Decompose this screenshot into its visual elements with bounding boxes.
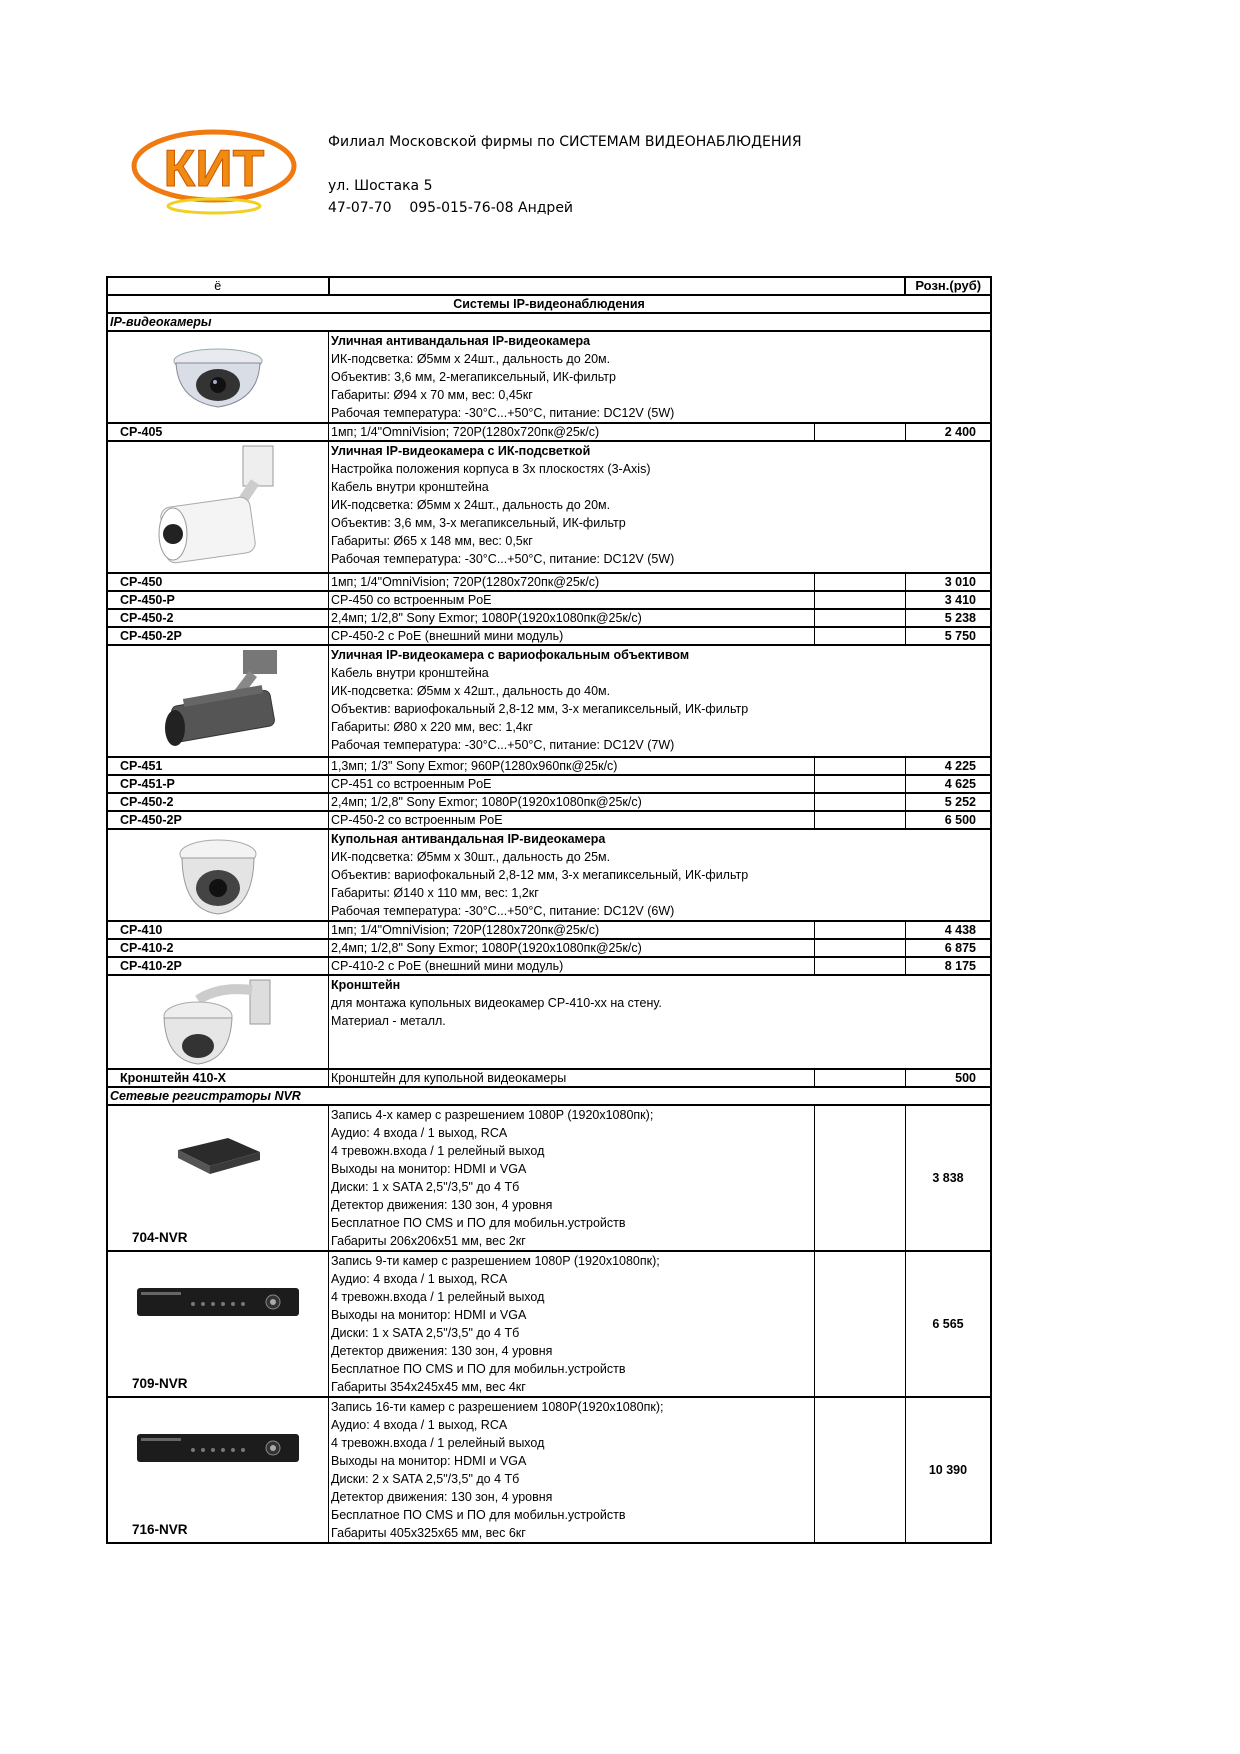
model-row — [107, 757, 991, 775]
model-price: 6 875 — [905, 939, 991, 957]
header-price: Розн.(руб) — [905, 277, 991, 295]
nvr-spec-line: Выходы на монитор: HDMI и VGA — [331, 1162, 527, 1176]
nvr-spec-line: Диски: 2 x SATA 2,5"/3,5" до 4 Тб — [331, 1472, 520, 1486]
product-image — [107, 331, 329, 423]
model-row — [107, 811, 991, 829]
product-group — [107, 645, 991, 757]
nvr-description — [329, 1251, 815, 1397]
model-name: CP-451-P — [107, 775, 329, 793]
model-spec: CP-410-2 с PoE (внешний мини модуль) — [329, 957, 815, 975]
model-price: 5 252 — [905, 793, 991, 811]
nvr-spec-line: Аудио: 4 входа / 1 выход, RCA — [331, 1126, 508, 1140]
nvr-spec-line: Габариты 405x325x65 мм, вес 6кг — [331, 1526, 526, 1540]
nvr-spec-line: Запись 16-ти камер с разрешением 1080P(1920x1080пк); — [331, 1400, 664, 1414]
nvr-spec-line: Бесплатное ПО CMS и ПО для мобильн.устройств — [331, 1362, 626, 1376]
product-spec-line: Рабочая температура: -30°C...+50°C, питание: DC12V (7W) — [331, 738, 675, 752]
nvr-price: 3 838 — [905, 1105, 991, 1251]
model-spec: CP-450 со встроенным PoE — [329, 591, 815, 609]
nvr-image — [108, 1428, 328, 1472]
model-spec: 1мп; 1/4"OmniVision; 720P(1280x720пк@25к/с) — [329, 423, 815, 441]
product-heading: Уличная IP-видеокамера с ИК-подсветкой — [331, 444, 591, 458]
nvr-spec-line: Габариты 206x206x51 мм, вес 2кг — [331, 1234, 526, 1248]
price-list-table — [106, 276, 992, 1544]
nvr-image — [108, 1282, 328, 1326]
model-price: 5 750 — [905, 627, 991, 645]
model-row — [107, 423, 991, 441]
model-row — [107, 793, 991, 811]
nvr-row — [107, 1397, 991, 1543]
product-spec-line: ИК-подсветка: Ø5мм х 30шт., дальность до 25м. — [331, 850, 611, 864]
product-group — [107, 829, 991, 921]
model-price: 8 175 — [905, 957, 991, 975]
product-spec-line: Габариты: Ø80 х 220 мм, вес: 1,4кг — [331, 720, 533, 734]
product-image — [107, 829, 329, 921]
nvr-description — [329, 1105, 815, 1251]
model-row — [107, 775, 991, 793]
product-spec-line: Объектив: 3,6 мм, 2-мегапиксельный, ИК-фильтр — [331, 370, 616, 384]
nvr-cell — [107, 1251, 329, 1397]
product-description — [329, 331, 992, 423]
svg-text:КИТ: КИТ — [163, 140, 265, 198]
model-row — [107, 1069, 991, 1087]
model-price: 5 238 — [905, 609, 991, 627]
nvr-row — [107, 1105, 991, 1251]
nvr-cell — [107, 1105, 329, 1251]
product-spec-line: Габариты: Ø140 х 110 мм, вес: 1,2кг — [331, 886, 539, 900]
product-group — [107, 331, 991, 423]
nvr-model-name: 704-NVR — [132, 1230, 188, 1245]
model-row — [107, 939, 991, 957]
model-price: 2 400 — [905, 423, 991, 441]
nvr-spec-line: Детектор движения: 130 зон, 4 уровня — [331, 1490, 553, 1504]
product-description — [329, 975, 992, 1069]
nvr-spec-line: Аудио: 4 входа / 1 выход, RCA — [331, 1272, 508, 1286]
product-spec-line: Габариты: Ø94 х 70 мм, вес: 0,45кг — [331, 388, 533, 402]
product-spec-line: ИК-подсветка: Ø5мм х 42шт., дальность до 40м. — [331, 684, 611, 698]
model-name: CP-450-2P — [107, 627, 329, 645]
nvr-image — [108, 1128, 328, 1186]
nvr-spec-line: Бесплатное ПО CMS и ПО для мобильн.устройств — [331, 1508, 626, 1522]
model-spec: Кронштейн для купольной видеокамеры — [329, 1069, 815, 1087]
model-name: CP-405 — [107, 423, 329, 441]
product-spec-line: Материал - металл. — [331, 1014, 446, 1028]
model-name: CP-451 — [107, 757, 329, 775]
product-heading: Кронштейн — [331, 978, 401, 992]
product-heading: Уличная IP-видеокамера с вариофокальным объективом — [331, 648, 690, 662]
nvr-spec-line: Аудио: 4 входа / 1 выход, RCA — [331, 1418, 508, 1432]
nvr-spec-line: Выходы на монитор: HDMI и VGA — [331, 1308, 527, 1322]
nvr-spec-line: Запись 9-ти камер с разрешением 1080P (1920x1080пк); — [331, 1254, 660, 1268]
model-name: CP-410-2 — [107, 939, 329, 957]
model-row — [107, 627, 991, 645]
model-price: 3 010 — [905, 573, 991, 591]
section-nvr: Сетевые регистраторы NVR — [107, 1087, 991, 1105]
model-row — [107, 591, 991, 609]
product-group — [107, 441, 991, 573]
model-spec: 2,4мп; 1/2,8" Sony Exmor; 1080P(1920x1080пк@25к/с) — [329, 609, 815, 627]
product-spec-line: ИК-подсветка: Ø5мм х 24шт., дальность до 20м. — [331, 498, 611, 512]
model-price: 4 438 — [905, 921, 991, 939]
model-name: CP-410 — [107, 921, 329, 939]
model-spec: CP-451 со встроенным PoE — [329, 775, 815, 793]
model-spec: CP-450-2 со встроенным PoE — [329, 811, 815, 829]
product-image — [107, 441, 329, 573]
nvr-spec-line: 4 тревожн.входа / 1 релейный выход — [331, 1436, 545, 1450]
nvr-model-name: 716-NVR — [132, 1522, 188, 1537]
product-spec-line: Рабочая температура: -30°C...+50°C, питание: DC12V (6W) — [331, 904, 675, 918]
product-description — [329, 645, 992, 757]
product-heading: Уличная антивандальная IP-видеокамера — [331, 334, 591, 348]
nvr-spec-line: Бесплатное ПО CMS и ПО для мобильн.устройств — [331, 1216, 626, 1230]
section-ip-cameras: IP-видеокамеры — [107, 313, 991, 331]
nvr-spec-line: Диски: 1 x SATA 2,5"/3,5" до 4 Тб — [331, 1326, 520, 1340]
model-name: Кронштейн 410-X — [107, 1069, 329, 1087]
nvr-spec-line: 4 тревожн.входа / 1 релейный выход — [331, 1144, 545, 1158]
nvr-price: 10 390 — [905, 1397, 991, 1543]
nvr-spec-line: Детектор движения: 130 зон, 4 уровня — [331, 1198, 553, 1212]
company-phones: 47-07-70 095-015-76-08 Андрей — [328, 200, 574, 216]
table-title: Системы IP-видеонаблюдения — [107, 295, 991, 313]
product-description — [329, 829, 992, 921]
product-image — [107, 975, 329, 1069]
model-spec: 1мп; 1/4"OmniVision; 720P(1280x720пк@25к/с) — [329, 573, 815, 591]
model-spec: 1мп; 1/4"OmniVision; 720P(1280x720пк@25к/с) — [329, 921, 815, 939]
model-price: 4 225 — [905, 757, 991, 775]
product-image — [107, 645, 329, 757]
nvr-row — [107, 1251, 991, 1397]
company-address: ул. Шостака 5 — [328, 178, 433, 194]
model-spec: 2,4мп; 1/2,8" Sony Exmor; 1080P(1920x1080пк@25к/с) — [329, 939, 815, 957]
model-name: CP-450-2 — [107, 609, 329, 627]
model-name: CP-410-2P — [107, 957, 329, 975]
nvr-spec-line: 4 тревожн.входа / 1 релейный выход — [331, 1290, 545, 1304]
model-row — [107, 957, 991, 975]
nvr-spec-line: Выходы на монитор: HDMI и VGA — [331, 1454, 527, 1468]
model-price: 3 410 — [905, 591, 991, 609]
product-spec-line: Кабель внутри кронштейна — [331, 666, 489, 680]
product-heading: Купольная антивандальная IP-видеокамера — [331, 832, 606, 846]
model-row — [107, 573, 991, 591]
model-price: 500 — [905, 1069, 991, 1087]
model-price: 4 625 — [905, 775, 991, 793]
model-spec: CP-450-2 с PoE (внешний мини модуль) — [329, 627, 815, 645]
model-name: CP-450-2P — [107, 811, 329, 829]
product-group — [107, 975, 991, 1069]
product-spec-line: Объектив: вариофокальный 2,8-12 мм, 3-х мегапиксельный, ИК-фильтр — [331, 702, 749, 716]
nvr-spec-line: Запись 4-х камер с разрешением 1080P (1920x1080пк); — [331, 1108, 654, 1122]
product-spec-line: Рабочая температура: -30°C...+50°C, питание: DC12V (5W) — [331, 406, 675, 420]
product-spec-line: Настройка положения корпуса в 3х плоскостях (3-Axis) — [331, 462, 651, 476]
nvr-price: 6 565 — [905, 1251, 991, 1397]
kit-logo — [130, 128, 298, 218]
nvr-cell — [107, 1397, 329, 1543]
product-spec-line: Объектив: вариофокальный 2,8-12 мм, 3-х мегапиксельный, ИК-фильтр — [331, 868, 749, 882]
product-spec-line: Габариты: Ø65 х 148 мм, вес: 0,5кг — [331, 534, 533, 548]
product-spec-line: Рабочая температура: -30°C...+50°C, питание: DC12V (5W) — [331, 552, 675, 566]
model-row — [107, 921, 991, 939]
model-row — [107, 609, 991, 627]
model-name: CP-450-2 — [107, 793, 329, 811]
nvr-model-name: 709-NVR — [132, 1376, 188, 1391]
product-spec-line: ИК-подсветка: Ø5мм х 24шт., дальность до 20м. — [331, 352, 611, 366]
header-col1: ё — [107, 277, 329, 295]
model-spec: 2,4мп; 1/2,8" Sony Exmor; 1080P(1920x1080пк@25к/с) — [329, 793, 815, 811]
model-spec: 1,3мп; 1/3" Sony Exmor; 960P(1280x960пк@25к/с) — [329, 757, 815, 775]
model-price: 6 500 — [905, 811, 991, 829]
product-spec-line: для монтажа купольных видеокамер CP-410-хх на стену. — [331, 996, 662, 1010]
model-name: CP-450 — [107, 573, 329, 591]
nvr-spec-line: Диски: 1 x SATA 2,5"/3,5" до 4 Тб — [331, 1180, 520, 1194]
company-line-1: Филиал Московской фирмы по СИСТЕМАМ ВИДЕОНАБЛЮДЕНИЯ — [328, 134, 802, 150]
product-spec-line: Объектив: 3,6 мм, 3-х мегапиксельный, ИК-фильтр — [331, 516, 626, 530]
nvr-spec-line: Детектор движения: 130 зон, 4 уровня — [331, 1344, 553, 1358]
product-spec-line: Кабель внутри кронштейна — [331, 480, 489, 494]
model-name: CP-450-P — [107, 591, 329, 609]
nvr-description — [329, 1397, 815, 1543]
nvr-spec-line: Габариты 354x245x45 мм, вес 4кг — [331, 1380, 526, 1394]
product-description — [329, 441, 992, 573]
